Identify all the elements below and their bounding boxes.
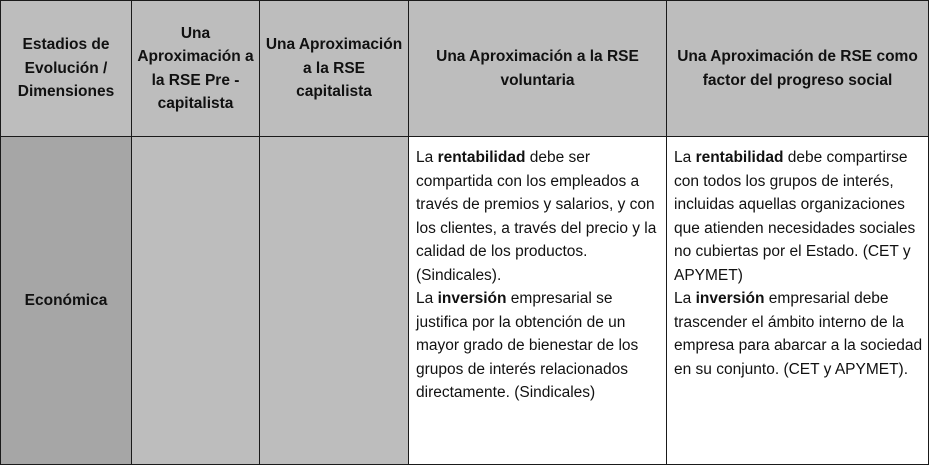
cell-progreso-social	[667, 137, 929, 465]
header-progreso-social: Una Aproximación de RSE como factor del progreso social	[667, 1, 929, 137]
voluntaria-rentabilidad-text: La rentabilidad debe ser compartida con los empleados a través de premios y salarios, y con los clientes, a través del precio y la calidad de los productos. (Sindicales).	[416, 149, 657, 284]
empty-cell-capitalista	[260, 137, 409, 465]
header-voluntaria: Una Aproximación a la RSE voluntaria	[409, 1, 667, 137]
table-row	[1, 137, 929, 465]
header-capitalista: Una Aproximación a la RSE capitalista	[260, 1, 409, 137]
header-dimensions: Estadios de Evolución / Dimensiones	[1, 1, 132, 137]
cell-voluntaria	[409, 137, 667, 465]
dimension-cell: Económica	[1, 137, 132, 465]
header-row	[1, 1, 929, 137]
header-precapitalista: Una Aproximación a la RSE Pre - capitalista	[132, 1, 260, 137]
empty-cell-precapitalista	[132, 137, 260, 465]
voluntaria-inversion-text: La inversión empresarial se justifica por la obtención de un mayor grado de bienestar de los grupos de interés relacionados directamente. (Sindicales)	[416, 290, 639, 401]
progreso-rentabilidad-text: La rentabilidad debe compartirse con todos los grupos de interés, incluidas aquellas organizaciones que atienden necesidades sociales no cubiertas por el Estado. (CET y APYMET)	[674, 149, 916, 284]
progreso-inversion-text: La inversión empresarial debe trascender el ámbito interno de la empresa para abarcar a la sociedad en su conjunto. (CET y APYMET).	[674, 290, 923, 378]
